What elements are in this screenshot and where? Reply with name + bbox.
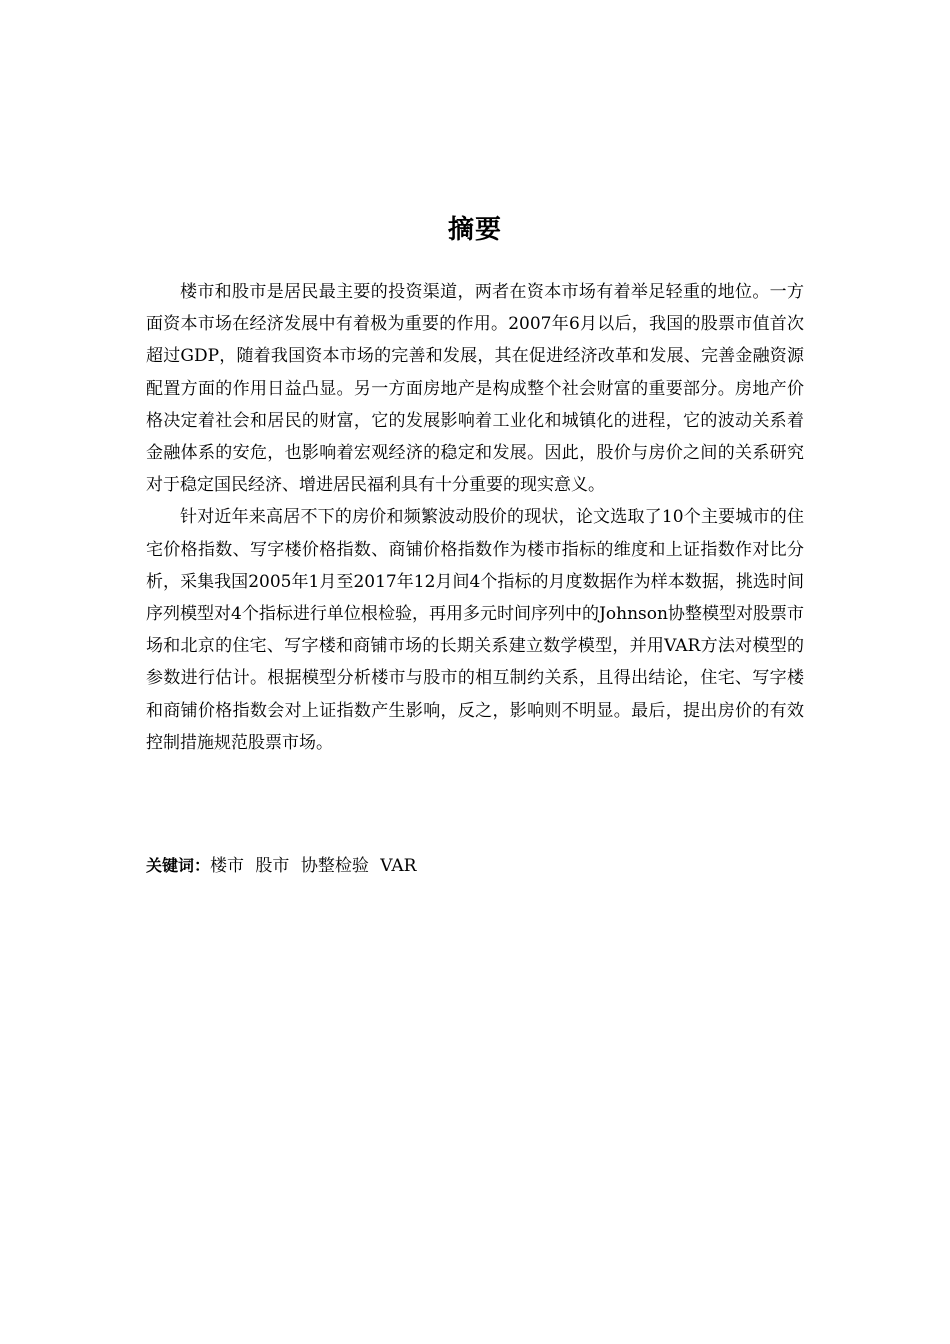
abstract-title: 摘要: [447, 215, 502, 245]
abstract-paragraph-2: 针对近年来高居不下的房价和频繁波动股价的现状，论文选取了10个主要城市的住宅价格指数、写字楼价格指数、商铺价格指数作为楼市指标的维度和上证指数作对比分析，采集我国2005年1月至2017年12月间4个指标的月度数据作为样本数据，挑选时间序列模型对4个指标进行单位根检验，再用多元时间序列中的Johnson协整模型对股票市场和北京的住宅、写字楼和商铺市场的长期关系建立数学模型，并用VAR方法对模型的参数进行估计。根据模型分析楼市与股市的相互制约关系，且得出结论，住宅、写字楼和商铺价格指数会对上证指数产生影响，反之，影响则不明显。最后，提出房价的有效控制措施规范股票市场。: [146, 507, 804, 753]
keyword: 协整检验: [300, 856, 369, 876]
abstract-paragraph-1: 楼市和股市是居民最主要的投资渠道，两者在资本市场有着举足轻重的地位。一方面资本市场在经济发展中有着极为重要的作用。2007年6月以后，我国的股票市值首次超过GDP，随着我国资本市场的完善和发展，其在促进经济改革和发展、完善金融资源配置方面的作用日益凸显。另一方面房地产是构成整个社会财富的重要部分。房地产价格决定着社会和居民的财富，它的发展影响着工业化和城镇化的进程，它的波动关系着金融体系的安危，也影响着宏观经济的稳定和发展。因此，股价与房价之间的关系研究对于稳定国民经济、增进居民福利具有十分重要的现实意义。: [146, 282, 804, 496]
keyword: VAR: [380, 856, 417, 876]
keywords-line: [146, 850, 804, 882]
abstract-body: [146, 276, 804, 759]
keywords-label: 关键词：: [146, 856, 211, 875]
keyword: 股市: [255, 856, 290, 876]
keyword: 楼市: [210, 856, 245, 876]
